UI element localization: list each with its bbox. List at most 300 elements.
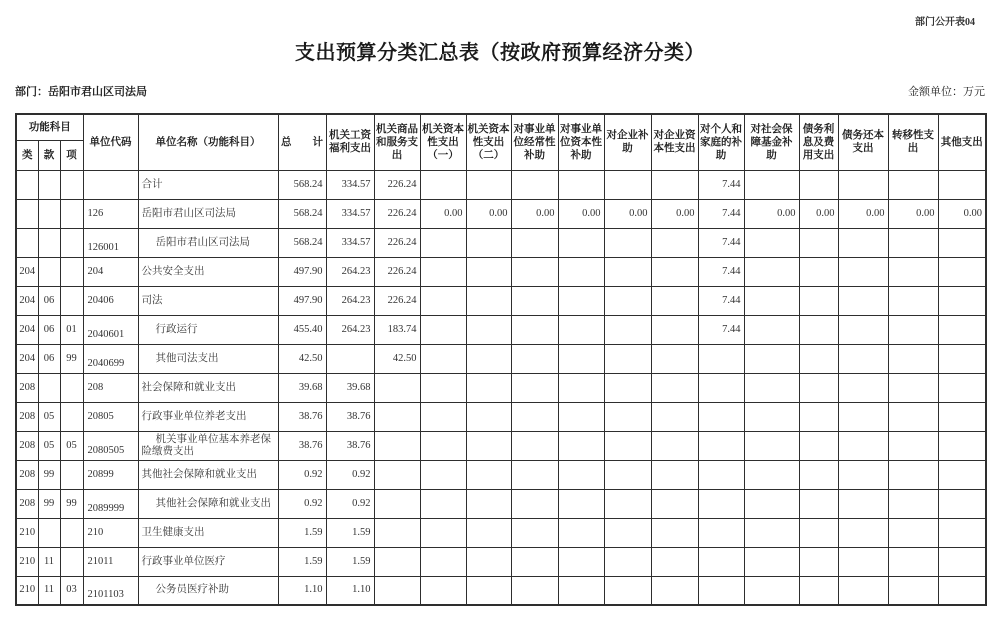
cell-value: 42.50 [374,344,420,373]
cell-value [838,402,888,431]
cell-value [651,402,698,431]
cell-kuan [38,518,60,547]
cell-value [558,170,604,199]
cell-value [744,344,799,373]
cell-value [604,286,651,315]
cell-value: 38.76 [278,402,326,431]
cell-value: 568.24 [278,199,326,228]
cell-value [698,489,744,518]
cell-value [466,170,511,199]
cell-value [651,286,698,315]
cell-unit-code: 20805 [83,402,138,431]
cell-lei: 204 [16,344,38,373]
cell-kuan: 06 [38,344,60,373]
cell-value [374,576,420,605]
cell-value [938,344,986,373]
cell-lei: 204 [16,257,38,286]
cell-value [558,344,604,373]
cell-value [838,344,888,373]
cell-value [466,460,511,489]
cell-value [698,431,744,460]
cell-unit-name: 公务员医疗补助 [138,576,278,605]
cell-value: 264.23 [326,257,374,286]
cell-value [651,170,698,199]
cell-value: 226.24 [374,286,420,315]
cell-value [420,576,466,605]
cell-value [466,228,511,257]
cell-value [326,344,374,373]
cell-value [651,431,698,460]
table-row [16,257,986,286]
table-row [16,460,986,489]
cell-value [888,373,938,402]
cell-value [604,344,651,373]
cell-unit-name: 其他社会保障和就业支出 [138,460,278,489]
cell-lei: 208 [16,373,38,402]
cell-value [838,547,888,576]
cell-value: 0.00 [744,199,799,228]
cell-value [466,547,511,576]
cell-value: 1.10 [278,576,326,605]
cell-value [938,373,986,402]
cell-value [799,315,838,344]
cell-unit-name: 行政运行 [138,315,278,344]
cell-unit-code: 20406 [83,286,138,315]
cell-value [466,576,511,605]
cell-value [838,373,888,402]
cell-value [938,547,986,576]
cell-lei: 210 [16,576,38,605]
cell-value [888,170,938,199]
table-row [16,547,986,576]
cell-xiang: 05 [60,431,83,460]
cell-value: 7.44 [698,315,744,344]
cell-value [420,460,466,489]
cell-value [744,518,799,547]
cell-value [604,373,651,402]
cell-value [938,402,986,431]
cell-value [799,431,838,460]
header-unit-code: 单位代码 [83,114,138,170]
cell-value [838,228,888,257]
cell-value: 226.24 [374,170,420,199]
cell-value [838,315,888,344]
cell-unit-code [83,170,138,199]
cell-value: 0.00 [838,199,888,228]
cell-value [799,373,838,402]
cell-value [420,257,466,286]
cell-kuan: 11 [38,547,60,576]
cell-value [466,402,511,431]
cell-value [938,518,986,547]
cell-value: 0.00 [888,199,938,228]
cell-value [558,373,604,402]
cell-value: 497.90 [278,257,326,286]
cell-value [604,489,651,518]
cell-value [511,257,558,286]
cell-value [511,460,558,489]
cell-value: 7.44 [698,257,744,286]
cell-lei: 204 [16,315,38,344]
cell-value [466,518,511,547]
cell-value [420,344,466,373]
cell-value [888,547,938,576]
cell-value [511,489,558,518]
cell-value [511,170,558,199]
cell-value [838,489,888,518]
cell-value [698,547,744,576]
cell-unit-name: 机关事业单位基本养老保险缴费支出 [138,431,278,460]
cell-kuan: 06 [38,286,60,315]
column-header: 对事业单位经常性补助 [511,114,558,170]
cell-kuan [38,257,60,286]
table-row [16,518,986,547]
cell-value [799,170,838,199]
table-body [16,170,986,605]
cell-value [374,547,420,576]
cell-value: 0.00 [604,199,651,228]
cell-value [374,431,420,460]
cell-value: 0.00 [466,199,511,228]
table-row [16,576,986,605]
cell-unit-name: 合计 [138,170,278,199]
cell-value [651,315,698,344]
cell-xiang [60,228,83,257]
cell-value [420,489,466,518]
cell-value [938,460,986,489]
cell-value: 1.59 [326,547,374,576]
cell-kuan: 99 [38,460,60,489]
cell-value: 568.24 [278,170,326,199]
cell-lei [16,199,38,228]
cell-value [744,547,799,576]
cell-kuan: 05 [38,402,60,431]
cell-value [744,257,799,286]
cell-value: 39.68 [326,373,374,402]
cell-value [466,431,511,460]
cell-value [938,257,986,286]
column-header: 机关工资福利支出 [326,114,374,170]
column-header: 对个人和家庭的补助 [698,114,744,170]
cell-value [938,576,986,605]
cell-value [838,170,888,199]
cell-xiang [60,199,83,228]
cell-value [938,170,986,199]
cell-xiang [60,402,83,431]
table-header [16,114,986,170]
doc-number-label: 部门公开表04 [915,17,975,28]
cell-value: 38.76 [326,431,374,460]
cell-value [744,373,799,402]
cell-value [651,373,698,402]
column-header: 转移性支出 [888,114,938,170]
cell-value [420,170,466,199]
cell-value [799,547,838,576]
table-row [16,489,986,518]
cell-xiang [60,170,83,199]
cell-value [938,286,986,315]
budget-summary-table [15,113,987,606]
cell-value [744,431,799,460]
cell-value [838,518,888,547]
cell-unit-name: 社会保障和就业支出 [138,373,278,402]
cell-value [651,518,698,547]
cell-value: 7.44 [698,228,744,257]
cell-value: 7.44 [698,286,744,315]
cell-kuan [38,170,60,199]
cell-value [651,257,698,286]
cell-value [888,431,938,460]
cell-value [744,170,799,199]
cell-value [938,228,986,257]
cell-value: 264.23 [326,315,374,344]
cell-value [420,286,466,315]
cell-value [374,518,420,547]
table-row [16,286,986,315]
cell-unit-name: 岳阳市君山区司法局 [138,199,278,228]
cell-unit-name: 行政事业单位养老支出 [138,402,278,431]
column-header: 对事业单位资本性补助 [558,114,604,170]
cell-value [420,547,466,576]
cell-xiang [60,373,83,402]
cell-unit-code: 2089999 [83,489,138,518]
cell-value [511,431,558,460]
cell-kuan: 06 [38,315,60,344]
cell-value [799,489,838,518]
cell-value [420,402,466,431]
cell-value: 0.00 [558,199,604,228]
table-row [16,228,986,257]
cell-value [420,518,466,547]
cell-value [604,257,651,286]
cell-value [511,576,558,605]
cell-unit-code: 126001 [83,228,138,257]
cell-value [799,257,838,286]
cell-value: 0.00 [511,199,558,228]
cell-value [799,576,838,605]
cell-unit-name: 司法 [138,286,278,315]
cell-value [651,547,698,576]
cell-value [558,431,604,460]
cell-value [604,315,651,344]
column-header: 机关商品和服务支出 [374,114,420,170]
cell-value [799,460,838,489]
cell-value: 568.24 [278,228,326,257]
cell-value: 264.23 [326,286,374,315]
cell-value [511,315,558,344]
cell-value [604,228,651,257]
column-header: 机关资本性支出（二） [466,114,511,170]
cell-value [466,373,511,402]
cell-kuan [38,228,60,257]
cell-value: 183.74 [374,315,420,344]
cell-value [558,228,604,257]
cell-unit-name: 其他司法支出 [138,344,278,373]
cell-value [651,489,698,518]
cell-kuan: 11 [38,576,60,605]
cell-unit-name: 行政事业单位医疗 [138,547,278,576]
table-row [16,402,986,431]
cell-xiang [60,257,83,286]
cell-value: 0.00 [799,199,838,228]
cell-value [888,344,938,373]
cell-xiang: 01 [60,315,83,344]
cell-unit-code: 2101103 [83,576,138,605]
cell-value [420,228,466,257]
cell-unit-code: 210 [83,518,138,547]
cell-value [511,547,558,576]
column-header: 机关资本性支出（一） [420,114,466,170]
cell-value [744,228,799,257]
cell-value [651,460,698,489]
column-header: 对企业补助 [604,114,651,170]
table-row [16,373,986,402]
cell-value [466,489,511,518]
cell-lei: 210 [16,547,38,576]
page-title: 支出预算分类汇总表（按政府预算经济分类） [295,42,705,64]
cell-value [698,518,744,547]
cell-lei: 210 [16,518,38,547]
cell-value [744,402,799,431]
cell-value [838,460,888,489]
cell-value [651,228,698,257]
cell-value [888,460,938,489]
cell-value [888,315,938,344]
cell-value: 1.59 [326,518,374,547]
cell-value [558,286,604,315]
cell-value: 0.92 [278,489,326,518]
cell-value [558,460,604,489]
cell-value: 39.68 [278,373,326,402]
cell-value [374,489,420,518]
cell-value [938,489,986,518]
table-row [16,199,986,228]
cell-value: 334.57 [326,170,374,199]
cell-lei [16,228,38,257]
cell-value [838,576,888,605]
cell-value [698,373,744,402]
cell-value [558,576,604,605]
cell-value [466,257,511,286]
cell-value: 1.59 [278,518,326,547]
cell-value [744,576,799,605]
cell-value [938,315,986,344]
cell-xiang [60,518,83,547]
cell-value: 0.92 [326,489,374,518]
cell-value [558,518,604,547]
column-header: 其他支出 [938,114,986,170]
cell-value [558,489,604,518]
cell-value [888,286,938,315]
table-row [16,344,986,373]
cell-xiang [60,460,83,489]
cell-lei: 208 [16,460,38,489]
cell-unit-code: 204 [83,257,138,286]
cell-value [466,315,511,344]
cell-value [698,344,744,373]
cell-value: 0.92 [326,460,374,489]
cell-unit-code: 126 [83,199,138,228]
cell-value [651,576,698,605]
cell-value: 1.10 [326,576,374,605]
cell-value: 497.90 [278,286,326,315]
cell-value [374,373,420,402]
cell-lei: 208 [16,402,38,431]
cell-value [799,228,838,257]
cell-value: 1.59 [278,547,326,576]
column-header: 对企业资本性支出 [651,114,698,170]
cell-xiang: 03 [60,576,83,605]
cell-unit-code: 2080505 [83,431,138,460]
cell-value [744,460,799,489]
cell-value [558,315,604,344]
cell-value [558,547,604,576]
department-label: 部门：岳阳市君山区司法局 [15,86,147,98]
cell-value [744,286,799,315]
cell-value: 0.00 [420,199,466,228]
cell-value [651,344,698,373]
header-lei: 类 [16,140,38,170]
amount-unit-label: 金额单位：万元 [908,86,985,98]
cell-value [698,402,744,431]
cell-value [511,286,558,315]
cell-value [466,286,511,315]
cell-value [420,431,466,460]
cell-lei [16,170,38,199]
column-header: 债务利息及费用支出 [799,114,838,170]
cell-unit-code: 2040699 [83,344,138,373]
cell-value [888,402,938,431]
cell-value [888,257,938,286]
cell-value [604,431,651,460]
cell-value [604,460,651,489]
cell-value [420,373,466,402]
cell-value [558,402,604,431]
cell-unit-code: 208 [83,373,138,402]
cell-value [466,344,511,373]
cell-unit-name: 其他社会保障和就业支出 [138,489,278,518]
cell-lei: 204 [16,286,38,315]
cell-value [888,576,938,605]
cell-value [938,431,986,460]
cell-value: 0.00 [938,199,986,228]
column-header: 对社会保障基金补助 [744,114,799,170]
cell-lei: 208 [16,431,38,460]
cell-xiang: 99 [60,489,83,518]
cell-value [799,402,838,431]
cell-xiang: 99 [60,344,83,373]
cell-value [888,228,938,257]
cell-value [604,576,651,605]
column-header: 总 计 [278,114,326,170]
cell-unit-name: 岳阳市君山区司法局 [138,228,278,257]
cell-value: 38.76 [278,431,326,460]
cell-value: 455.40 [278,315,326,344]
cell-unit-code: 21011 [83,547,138,576]
header-unit-name: 单位名称（功能科目） [138,114,278,170]
table-row [16,315,986,344]
cell-value [799,286,838,315]
cell-value [838,286,888,315]
cell-value [604,402,651,431]
cell-value [604,547,651,576]
header-kuan: 款 [38,140,60,170]
cell-value: 226.24 [374,257,420,286]
cell-value [838,431,888,460]
cell-value [511,373,558,402]
cell-value [799,344,838,373]
header-functional-subject: 功能科目 [16,114,83,140]
